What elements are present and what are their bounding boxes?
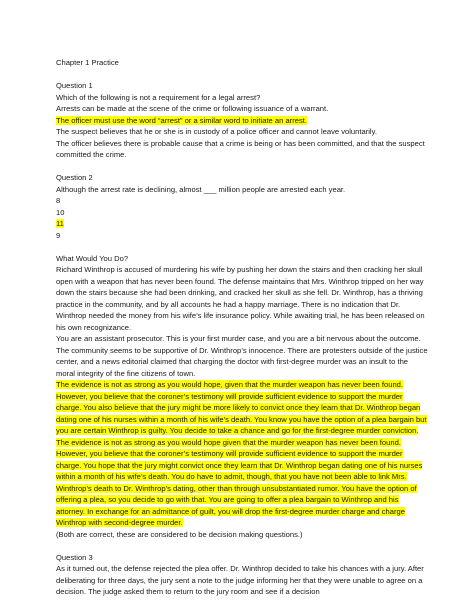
scenario-paragraph-2: You are an assistant prosecutor. This is your first murder case, and you are a bit nervous about the outcome. The community seems to be supportive of Dr. Winthrop’s innocence. There are protesters outside of the justice center, and a news editorial claimed that charging the doctor with first-degree murder was an insult to the moral integrity of the fine citizens of town.	[56, 334, 428, 378]
question-2-option-b: 10	[56, 207, 65, 217]
question-3-heading: Question 3	[56, 552, 93, 562]
question-1-prompt: Which of the following is not a requirement for a legal arrest?	[56, 92, 261, 102]
scenario-answer-1	[56, 379, 428, 437]
scenario-paragraph-1: Richard Winthrop is accused of murdering his wife by pushing her down the stairs and then cracking her skull open with a weapon that has never been found. The defense maintains that Mrs. Winthrop tripped on her way down the stairs because she had been drinking, and cracked her skull as she fell. Dr. Winthrop, has a thriving practice in the community, and by all accounts he had a happy marriage. There is no indication that Dr. Winthrop needed the money from his wife’s life insurance policy. While awaiting trial, he has been released on his own recognizance.	[56, 265, 425, 332]
question-1-option-c: The suspect believes that he or she is in custody of a police officer and cannot leave voluntarily.	[56, 127, 377, 136]
scenario-answer-2-highlight: The evidence is not as strong as you would hope given that the murder weapon has never been found. However, you believe that the coroner’s testimony will provide sufficient evidence to support the murder charge. You hope that the jury might convict once they learn that Dr. Winthrop began dating one of his nurses within a month of his wife’s death. You do have to admit, though, that you have not been able to link Mrs. Winthrop’s death to Dr. Winthrop’s dating, other than through unsubstantiated rumor. You have the option of offering a plea, so you decide to go with that. You are going to offer a plea bargain to Winthrop and his attorney. In exchange for an admittance of guilt, you will drop the first-degree murder charge and charge Winthrop with second-degree murder.	[56, 437, 423, 527]
scenario-answer-1-highlight: The evidence is not as strong as you would hope, given that the murder weapon has never been found. However, you believe that the coroner’s testimony will provide sufficient evidence to support the murder charge. You also believe that the jury might be more likely to convict once they learn that Dr. Winthrop began dating one of his nurses within a month of his wife’s death. You know you have the option of a plea bargain but you are certain Winthrop is guilty. You decide to take a chance and go for the first-degree murder conviction.	[56, 380, 427, 435]
question-2-highlighted-answer: 11	[56, 219, 64, 228]
page-content	[56, 57, 428, 598]
question-1-option-b	[56, 115, 428, 127]
scenario-note: (Both are correct, these are considered to be decision making questions.)	[56, 529, 303, 539]
scenario-answer-2	[56, 437, 428, 529]
question-1-option-a: Arrests can be made at the scene of the crime or following issuance of a warrant.	[56, 104, 329, 113]
question-1-heading: Question 1	[56, 81, 93, 90]
question-2-option-a: 8	[56, 196, 61, 205]
question-1-highlighted-answer: The officer must use the word “arrest” or a similar word to initiate an arrest.	[56, 115, 307, 125]
question-2-heading: Question 2	[56, 173, 93, 182]
question-2-option-c	[56, 218, 428, 230]
scenario-heading: What Would You Do?	[56, 253, 129, 263]
question-2-prompt: Although the arrest rate is declining, almost ___ million people are arrested each year.	[56, 184, 346, 194]
question-1-option-d: The officer believes there is probable cause that a crime is being or has been committed, and that the suspect committed the crime.	[56, 138, 425, 159]
question-3-text: As it turned out, the defense rejected the plea offer. Dr. Winthrop decided to take his chances with a jury. After deliberating for three days, the jury sent a note to the judge informing her that they were unable to agree on a decision. The judge asked them to return to the jury room and see if a decision	[56, 564, 424, 596]
page-title: Chapter 1 Practice	[56, 58, 119, 67]
question-2-option-d: 9	[56, 230, 61, 240]
